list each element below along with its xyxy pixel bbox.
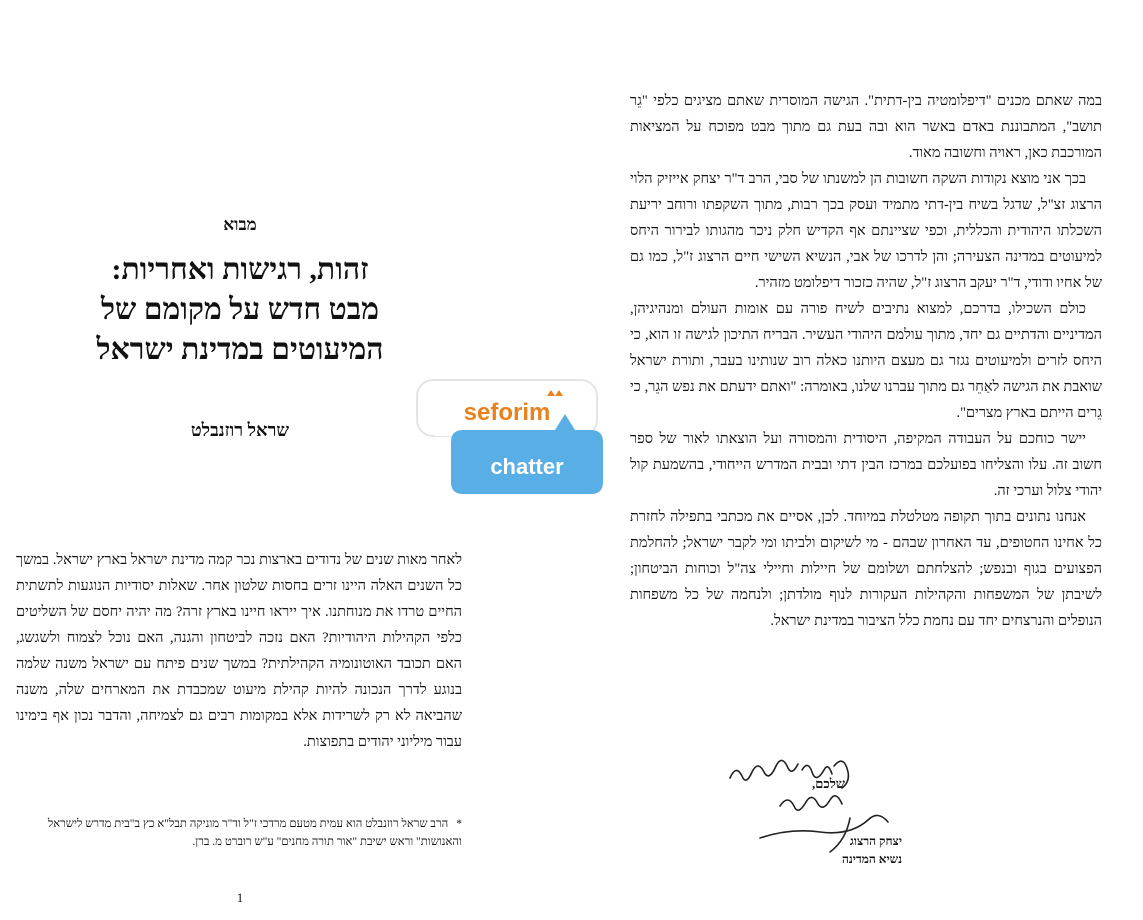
signature-block bbox=[720, 748, 960, 908]
page-title bbox=[20, 250, 460, 370]
svg-text:seforim: seforim bbox=[463, 399, 551, 426]
footnote-text: הרב שראל רוזנבלט הוא עמית מטעם מרדכי ז"ל וד"ר מוניקה תבל"א כץ ב"בית מדרש לישראל והאנושות" וראש ישיבת "אור תורה מחנים" ע"ש רוברט מ. ברן. bbox=[47, 818, 462, 848]
page-number: 1 bbox=[236, 890, 244, 905]
left-page bbox=[0, 0, 564, 920]
footnote-marker: * bbox=[456, 818, 462, 830]
letter-paragraph: אנחנו נתונים בתוך תקופה מטלטלת במיוחד. לכן, אסיים את מכתבי בתפילה לחזרת כל אחינו החטופים, עד האחרון שבהם - מי לשיקום ולביתו ומי לקבר ישראל; להחלמת הפצועים בגוף ובנפש; להצלחתם ושלומם של חיילות וחיילי צה"ל וכוחות הביטחון; לשיבתן של המשפחות והקהילות העקורות לנוף מולדתן; ולנחמה של כל משפחות הנופלים והנרצחים יחד עם נחמת כלל הציבור במדינת ישראל. bbox=[630, 509, 1102, 629]
closing-salutation: שלכם, bbox=[811, 776, 845, 791]
title-line: מבט חדש על מקומם של bbox=[100, 293, 380, 326]
letter-paragraph: בכך אני מוצא נקודות השקה חשובות הן למשנתו של סבי, הרב ד"ר יצחק אייזיק הלוי הרצוג זצ"ל, שדגל בשיח בין-דתי מתמיד ועסק בכך רבות, מתוך השקפתו ורוחב יריעת השכלתו היהודית והכללית, וכפי שציינתם אף הקדיש חלק ניכר מהגותו לבירור היחס למיעוטים במדינה הצעירה; והן לדרכו של אבי, הנשיא השישי חיים הרצוג ז"ל, כמו גם של אחיו ודודי, ד"ר יעקב הרצוג ז"ל, שהיה כזכור דיפלומט מזהיר. bbox=[630, 171, 1102, 291]
title-line: המיעוטים במדינת ישראל bbox=[96, 333, 384, 366]
letter-paragraph: במה שאתם מכנים "דיפלומטיה בין-דתית". הגישה המוסרית שאתם מציגים כלפי "גֵר תושב", המתבוננת באדם באשר הוא ובה בעת גם מתוך מבט מפוכח על המציאות המורכבת כאן, ראויה וחשובה מאוד. bbox=[630, 93, 1102, 161]
intro-paragraph: לאחר מאות שנים של נדודים בארצות נכר קמה מדינת ישראל בארץ ישראל. במשך כל השנים האלה היינו זרים בחסות שלטון אחר. שאלות יסודיות הנוגעות לתשתית החיים טרדו את מנוחתנו. איך ייראו חיינו בארץ זרה? מה יהיה יחסם של השליטים כלפי הקהילות היהודיות? האם נזכה לביטחון והגנה, האם נוכל לצמוח ולשגשג, האם תכובד האוטונומיה הקהילתית? במשך שנים פיתח עם ישראל משנה שלמה בנוגע לדרך הנכונה להיות קהילת מיעוט שמכבדת את המארחים שלה, משנה שהביאה לא רק לשרידות אלא במקומות רבים גם לצמיחה, והדבר נכון אף בימינו עבור מיליוני יהודים בתפוצות. bbox=[16, 552, 462, 750]
handwritten-signature bbox=[720, 748, 960, 908]
letter-paragraph: כולם השכילו, בדרכם, למצוא נתיבים לשיח פורה עם אומות העולם ומנהיגיהן, המדיניים והדתיים גם יחד, מתוך עולמם היהודי העשיר. הבריח התיכון לגישה זו הוא, כי היחס לזרים ולמיעוטים נגזר גם מעצם היותנו כאלה רוב שנותינו בעבר, ותורת ישראל שואבת את הגישה לאַחֵר גם מתוך עברנו שלנו, באומרה: "ואתם ידעתם את נפש הגֵר, כי גֵרים הייתם בארץ מצרים". bbox=[630, 301, 1102, 421]
title-line: זהות, רגישות ואחריות: bbox=[111, 253, 369, 286]
letter-body bbox=[630, 88, 1102, 634]
letter-paragraph: יישר כוחכם על העבודה המקיפה, היסודית והמסורה ועל הוצאתו לאור של ספר חשוב זה. עלו והצליחו בפועלכם במרכז הבין דתי ובבית המדרש הייחודי, בהשמעת קול יהודי צלול וערכי זה. bbox=[630, 431, 1102, 499]
right-page bbox=[560, 0, 1143, 920]
signer-name: יצחק הרצוג bbox=[849, 834, 902, 848]
signer-title: נשיא המדינה bbox=[842, 852, 902, 866]
author-name: שראל רוזנבלט bbox=[190, 420, 290, 440]
section-label: מבוא bbox=[223, 215, 257, 234]
footnote bbox=[16, 815, 462, 851]
svg-text:chatter: chatter bbox=[490, 454, 564, 479]
